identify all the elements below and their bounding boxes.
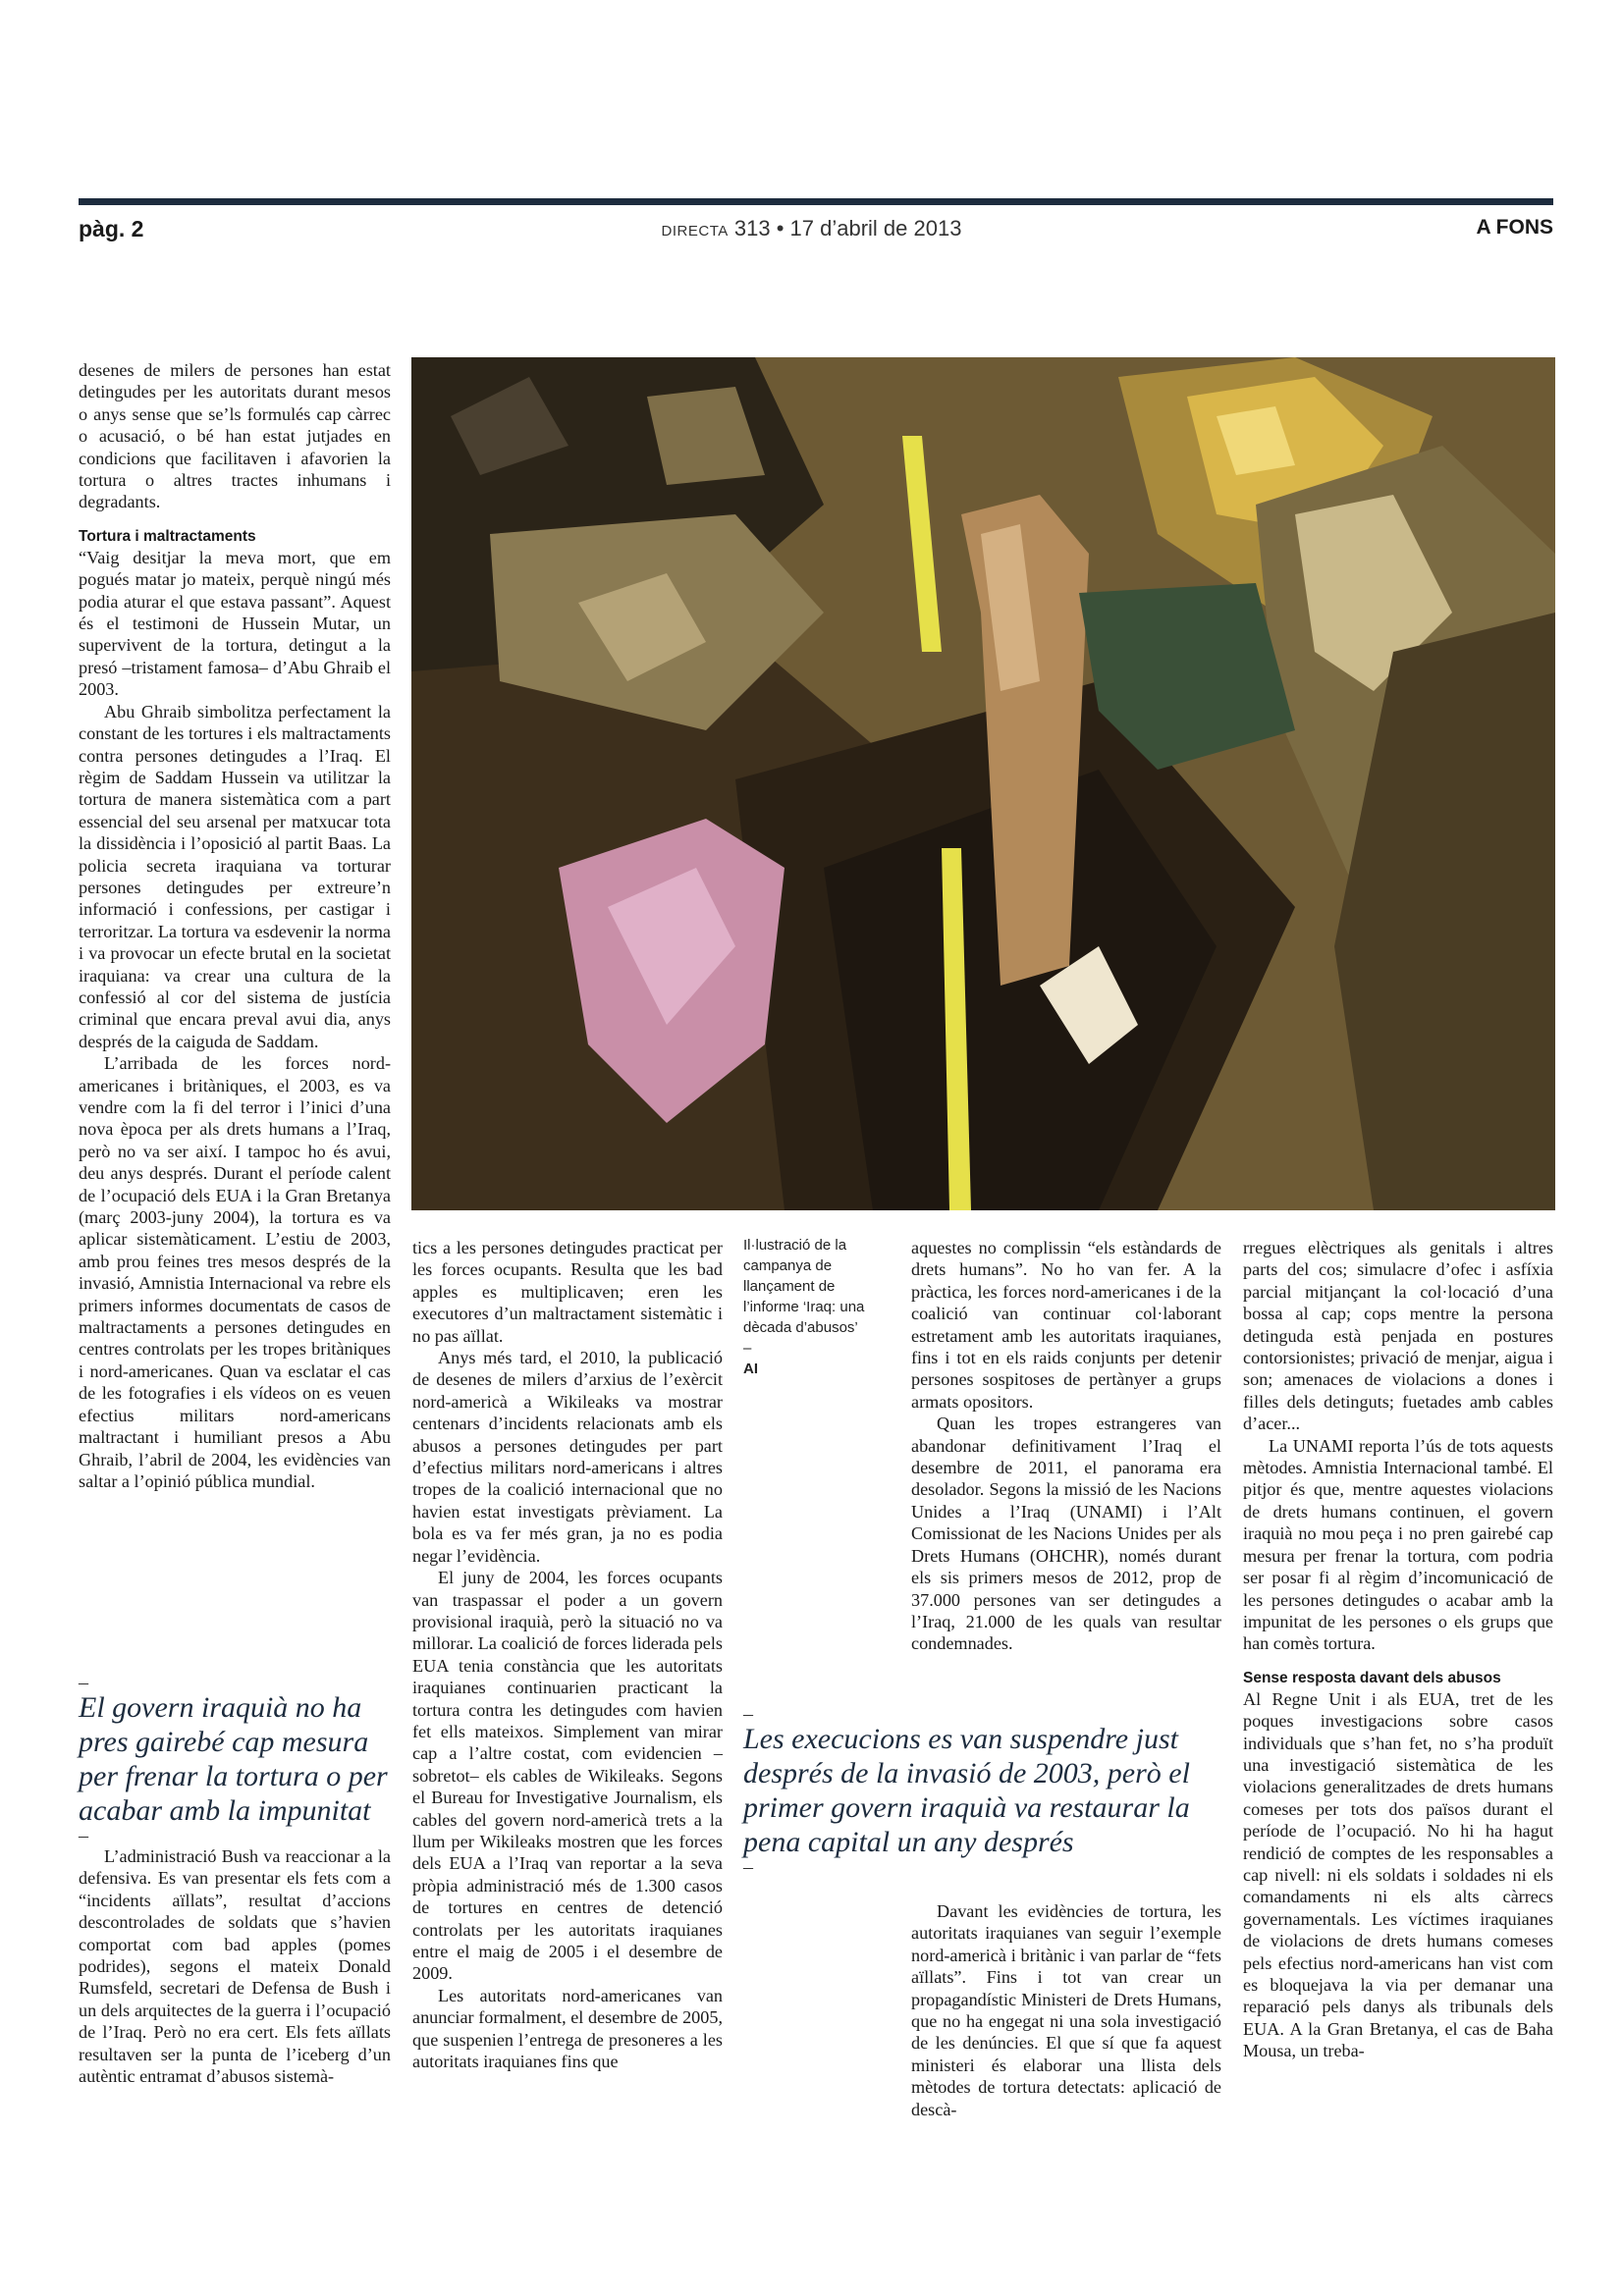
paragraph: Al Regne Unit i als EUA, tret de les poques investigacions sobre casos individuals que s’han fet, no s’ha produït una investigació sistemàtica de les violacions generalitzades de drets humans comeses per tots dos països durant el període de l’ocupació. No hi ha hagut rendició de comptes de les responsables a cap nivell: ni els soldats i soldades ni els comandaments ni els alts càrrecs governamentals. Les víctimes iraquianes de violacions de drets humans comeses pels efectius nord-americans han vist com es bloquejava la via per demanar una reparació pels danys als tribunals dels EUA. A la Gran Bretanya, el cas de Baha Mousa, un treba- bbox=[1243, 1688, 1553, 2061]
quote-dash: – bbox=[743, 1856, 753, 1878]
paragraph: Quan les tropes estrangeres van abandonar definitivament l’Iraq el desembre de 2011, el panorama era desolador. Segons la missió de les Nacions Unides a l’Iraq (UNAMI) i l’Alt Comissionat de les Nacions Unides per als Drets Humans (OHCHR), només durant els sis primers mesos de 2012, prop de 37.000 persones van ser detingudes a l’Iraq, 21.000 de les quals van resultar condemnades. bbox=[911, 1414, 1221, 1654]
paragraph: L’administració Bush va reaccionar a la defensiva. Es van presentar els fets com a “incidents aïllats”, resultat d’accions descontrolades de soldats que s’havien comportat com bad apples (pomes podrides), segons el mateix Donald Rumsfeld, secretari de Defensa de Bush i un dels arquitectes de la guerra i l’ocupació de l’Iraq. Però no era cert. Els fets aïllats resultaven ser la punta de l’iceberg d’un autèntic entramat d’abusos sistemà- bbox=[79, 1846, 391, 2087]
torture-illustration bbox=[411, 357, 1555, 1210]
quote-dash: – bbox=[79, 1672, 88, 1693]
section-name: A FONS bbox=[1476, 216, 1553, 239]
pull-quote-1 bbox=[79, 1672, 398, 1846]
header-rule bbox=[79, 198, 1553, 205]
caption-dash: – bbox=[743, 1340, 752, 1357]
column-1 bbox=[79, 359, 391, 1492]
paragraph: Anys més tard, el 2010, la publicació de desenes de milers d’arxius de l’exèrcit nord-americà a Wikileaks va mostrar centenars d’incidents relacionats amb els abusos a persones detingudes per part d’efectius militars nord-americans i altres tropes de la coalició internacional que no havien estat investigats prèviament. La bola es va fer més gran, ja no es podia negar l’evidència. bbox=[412, 1348, 723, 1566]
column-2 bbox=[412, 1237, 723, 2072]
issue-date: 313 • 17 d’abril de 2013 bbox=[733, 216, 962, 240]
column-4 bbox=[1243, 1237, 1553, 2062]
paragraph: El juny de 2004, les forces ocupants van traspassar el poder a un govern provisional iraquià, però la situació no va millorar. La coalició de forces liderada pels EUA tenia constància que les autoritats iraquianes continuarien practicant la tortura contra les detingudes com havien fet ells mateixos. Simplement van mirar cap a l’altre costat, com evidencien –sobretot– els cables de Wikileaks. Segons el Bureau for Investigative Journalism, els cables del govern nord-americà trets a la llum per Wikileaks mostren que les forces dels EUA a l’Iraq van reportar a la seva pròpia administració més de 1.300 casos de tortures en centres de detenció controlats per les autoritats iraquianes entre el maig de 2005 i el desembre de 2009. bbox=[412, 1568, 723, 1984]
paragraph: Davant les evidències de tortura, les autoritats iraquianes van seguir l’exemple nord-americà i britànic i van parlar de “fets aïllats”. Fins i tot van crear un propagandístic Ministeri de Drets Humans, que no ha engegat ni una sola investigació de les denúncies. El que sí que fa aquest ministeri és elaborar una llista dels mètodes de tortura detectats: aplicació de descà- bbox=[911, 1901, 1221, 2119]
paragraph: rregues elèctriques als genitals i altres parts del cos; simulacre d’ofec i asfíxia parcial mitjançant la col·locació d’una bossa al cap; cops mentre la persona detinguda està penjada en postures contorsionistes; privació de menjar, aigua i son; amenaces de violacions a dones i filles dels detinguts; fuetades amb cables d’acer... bbox=[1243, 1238, 1553, 1434]
issue-info bbox=[0, 216, 1623, 241]
page-number: pàg. 2 bbox=[79, 216, 144, 241]
caption-text: Il·lustració de la campanya de llançament de l’informe ‘Iraq: una dècada d’abusos’ bbox=[743, 1237, 865, 1336]
paragraph: desenes de milers de persones han estat detingudes per les autoritats durant mesos o anys sense que se’ls formulés cap càrrec o acusació, o bé han estat jutjades en condicions que facilitaven i afavorien la tortura o altres tractes inhumans i degradants. bbox=[79, 360, 391, 512]
column-3 bbox=[911, 1237, 1221, 1655]
paragraph: aquestes no complissin “els estàndards de drets humans”. No ho van fer. A la pràctica, les forces nord-americanes i de la coalició van continuar col·laborant estretament amb les autoritats iraquianes, fins i tot en els raids conjunts per detenir persones sospitoses de pertànyer a grups armats opositors. bbox=[911, 1238, 1221, 1412]
quote-dash: – bbox=[743, 1703, 753, 1725]
publication-name: DIRECTA bbox=[661, 223, 729, 240]
paragraph: tics a les persones detingudes practicat per les forces ocupants. Resulta que les bad apples es multiplicaven; eren les executores d’un maltractament sistemàtic i no pas aïllat. bbox=[412, 1238, 723, 1346]
pull-quote-2 bbox=[743, 1703, 1205, 1878]
pull-quote-text: Les execucions es van suspendre just després de la invasió de 2003, però el primer govern iraquià va restaurar la pena capital un any després bbox=[743, 1723, 1190, 1858]
column-3-continued bbox=[911, 1900, 1221, 2120]
pull-quote-text: El govern iraquià no ha pres gairebé cap mesura per frenar la tortura o per acabar amb la impunitat bbox=[79, 1691, 388, 1827]
column-1-continued bbox=[79, 1845, 391, 2087]
paragraph: Les autoritats nord-americanes van anunciar formalment, el desembre de 2005, que suspenien l’entrega de presoneres a les autoritats iraquianes fins que bbox=[412, 1985, 723, 2072]
paragraph: La UNAMI reporta l’ús de tots aquests mètodes. Amnistia Internacional també. El pitjor és que, mentre aquestes violacions de drets humans continuen, el govern iraquià no mou peça i no pren gairebé cap mesura per frenar la tortura, com podria ser posar fi al règim d’incomunicació de les persones detingudes o acabar amb la impunitat de les persones o els grups que han comès tortura. bbox=[1243, 1435, 1553, 1654]
subheading: Tortura i maltractaments bbox=[79, 527, 256, 545]
subheading: Sense resposta davant dels abusos bbox=[1243, 1669, 1501, 1686]
quote-dash: – bbox=[79, 1825, 88, 1846]
paragraph: L’arribada de les forces nord-americanes i britàniques, el 2003, es va vendre com la fi del terror i l’inici d’una nova època per als drets humans a l’Iraq, però no va ser així. I tampoc ho és avui, deu anys després. Durant el període calent de l’ocupació dels EUA i la Gran Bretanya (març 2003-juny 2004), la tortura es va aplicar sistemàticament. L’estiu de 2003, amb prou feines tres mesos després de la invasió, Amnistia Internacional va rebre els primers informes documentats de casos de maltractaments a persones detingudes en centres controlats per les tropes britàniques i nord-americanes. Quan va esclatar el cas de les fotografies i els vídeos on es veuen efectius militars nord-americans maltractant i humiliant presos a Abu Ghraib, l’abril de 2004, les evidències van saltar a l’opinió pública mundial. bbox=[79, 1053, 391, 1491]
paragraph: Abu Ghraib simbolitza perfectament la constant de les tortures i els maltractaments contra persones detingudes a l’Iraq. El règim de Saddam Hussein va utilitzar la tortura de manera sistemàtica com a part essencial del seu arsenal per matxucar tota la dissidència i l’oposició al partit Baas. La policia secreta iraquiana va torturar persones detingudes per extreure’n informació i confessions, per castigar i terroritzar. La tortura va esdevenir la norma i va provocar un efecte brutal en la societat iraquiana: va crear una cultura de la confessió al cor del sistema de justícia criminal que encara preval avui dia, anys després de la caiguda de Saddam. bbox=[79, 701, 391, 1051]
illustration-image bbox=[411, 357, 1555, 1210]
photo-caption bbox=[743, 1235, 871, 1379]
caption-credit: AI bbox=[743, 1361, 758, 1377]
paragraph: “Vaig desitjar la meva mort, que em pogués matar jo mateix, perquè ningú més podia aturar el que estava passant”. Aquest és el testimoni de Hussein Mutar, un supervivent de la tortura, detingut a la presó –tristament famosa– d’Abu Ghraib el 2003. bbox=[79, 547, 391, 700]
